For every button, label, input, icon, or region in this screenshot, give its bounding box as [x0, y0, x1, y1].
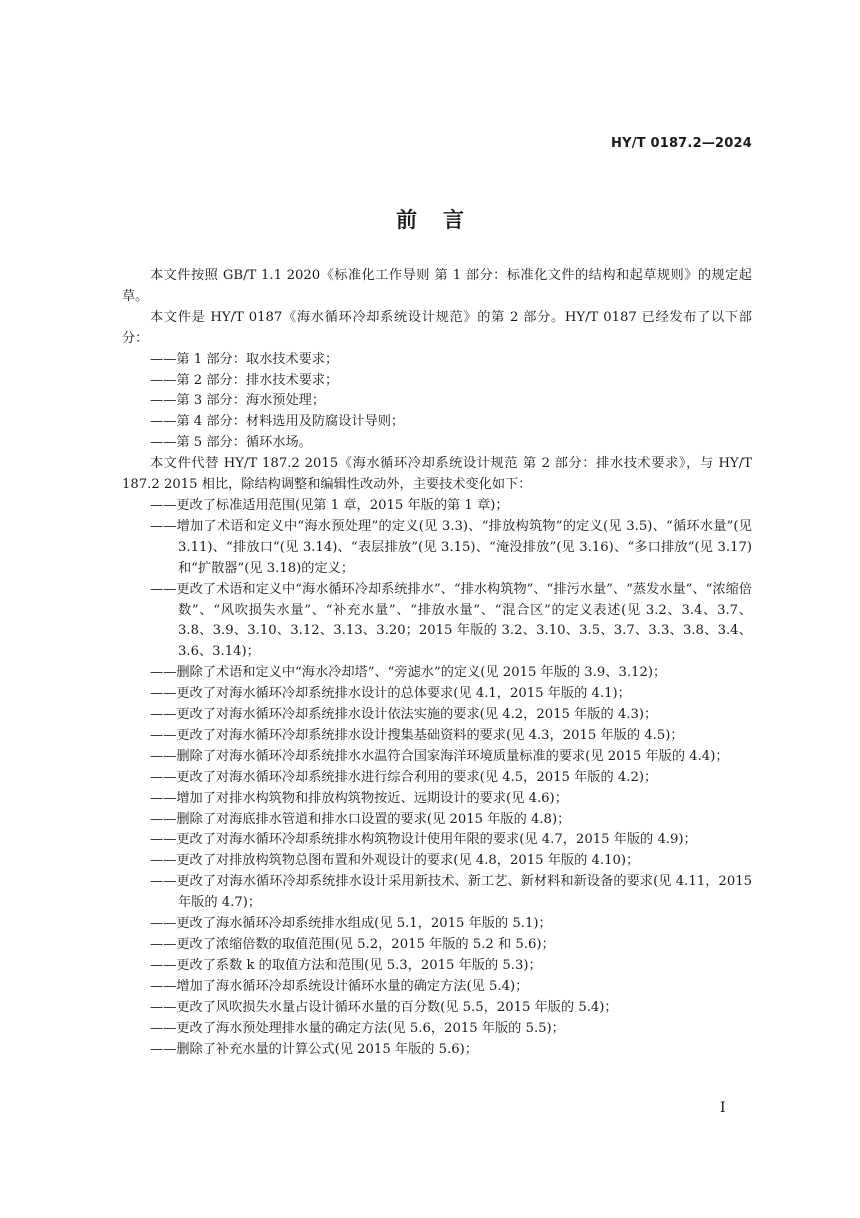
changes-list: [122, 496, 752, 1060]
list-item: ——更改了浓缩倍数的取值范围(见 5.2，2015 年版的 5.2 和 5.6)；: [150, 937, 555, 952]
list-item: ——更改了对海水循环冷却系统排水设计的总体要求(见 4.1，2015 年版的 4.1)；: [150, 686, 631, 702]
list-item: ——增加了对排水构筑物和排放构筑物按近、远期设计的要求(见 4.6)；: [150, 790, 568, 806]
list-item: ——更改了系数 k 的取值方法和范围(见 5.3，2015 年版的 5.3)；: [150, 957, 542, 973]
list-item: ——删除了对海水循环冷却系统排水水温符合国家海洋环境质量标准的要求(见 2015 年版的 4.4)；: [150, 748, 729, 764]
list-item: ——更改了标准适用范围(见第 1 章，2015 年版的第 1 章)；: [150, 497, 509, 513]
document-code: HY/T 0187.2—2024: [611, 136, 752, 151]
list-item: ——第 1 部分：取水技术要求；: [150, 351, 339, 367]
paragraph-drafting-rules: 本文件按照 GB/T 1.1 2020《标准化工作导则 第 1 部分：标准化文件的结构和起草规则》的规定起草。: [122, 268, 752, 304]
list-item: ——更改了风吹损失水量占设计循环水量的百分数(见 5.5，2015 年版的 5.4)；: [150, 999, 618, 1015]
list-item: ——更改了对海水循环冷却系统排水设计采用新技术、新工艺、新材料和新设备的要求(见 4.11，2015 年版的 4.7)；: [150, 874, 752, 911]
list-item: ——删除了术语和定义中“海水冷却塔”、“旁滤水”的定义(见 2015 年版的 3.9、3.12)；: [150, 665, 667, 681]
list-item: ——第 2 部分：排水技术要求；: [150, 372, 339, 388]
list-item: ——更改了术语和定义中“海水循环冷却系统排水”、“排水构筑物”、“排污水量”、“蒸发水量”、“浓缩倍数”、“风吹损失水量”、“补充水量”、“排放水量”、“混合区”的定义表述(见 3.2、3.4、3.7、3.8、3.9、3.10、3.12、3.13、3.20；2015 年版的 3.2、3.10、3.5、3.7、3.3、3.8、3.4、3.6、3.14)；: [150, 581, 752, 660]
document-body: [122, 266, 752, 1060]
list-item: ——第 5 部分：循环水场。: [150, 435, 312, 451]
list-item: ——更改了海水循环冷却系统排水组成(见 5.1，2015 年版的 5.1)；: [150, 916, 552, 932]
list-item: ——更改了对海水循环冷却系统排水进行综合利用的要求(见 4.5，2015 年版的 4.2)；: [150, 769, 658, 785]
list-item: ——第 4 部分：材料选用及防腐设计导则；: [150, 414, 405, 430]
list-item: ——删除了对海底排水管道和排水口设置的要求(见 2015 年版的 4.8)；: [150, 811, 571, 827]
list-item: ——更改了对海水循环冷却系统排水构筑物设计使用年限的要求(见 4.7，2015 年版的 4.9)；: [150, 832, 697, 848]
list-item: ——更改了对排放构筑物总图布置和外观设计的要求(见 4.8，2015 年版的 4.10)；: [150, 853, 640, 869]
list-item: ——删除了补充水量的计算公式(见 2015 年版的 5.6)；: [150, 1041, 478, 1057]
list-item: ——更改了对海水循环冷却系统排水设计搜集基础资料的要求(见 4.3，2015 年版的 4.5)；: [150, 727, 684, 743]
list-item: ——更改了海水预处理排水量的确定方法(见 5.6，2015 年版的 5.5)；: [150, 1020, 565, 1036]
parts-list: [122, 350, 752, 455]
list-item: ——第 3 部分：海水预处理；: [150, 393, 326, 409]
paragraph-series-intro: 本文件是 HY/T 0187《海水循环冷却系统设计规范》的第 2 部分。HY/T 0187 已经发布了以下部分：: [122, 309, 752, 346]
page-title: 前言: [396, 208, 490, 232]
list-item: ——增加了海水循环冷却系统设计循环水量的确定方法(见 5.4)；: [150, 978, 529, 994]
list-item: ——增加了术语和定义中“海水预处理”的定义(见 3.3)、“排放构筑物”的定义(见 3.5)、“循环水量”(见 3.11)、“排放口”(见 3.14)、“表层排放”(见 3.15)、“淹没排放”(见 3.16)、“多口排放”(见 3.17)和“扩散器”(见 3.18)的定义；: [150, 518, 752, 576]
paragraph-replacement: 本文件代替 HY/T 187.2 2015《海水循环冷却系统设计规范 第 2 部分：排水技术要求》，与 HY/T 187.2 2015 相比，除结构调整和编辑性改动外，主要技术变化如下：: [122, 456, 752, 493]
list-item: ——更改了对海水循环冷却系统排水设计依法实施的要求(见 4.2，2015 年版的 4.3)；: [150, 707, 658, 723]
page-number: I: [720, 1100, 726, 1116]
